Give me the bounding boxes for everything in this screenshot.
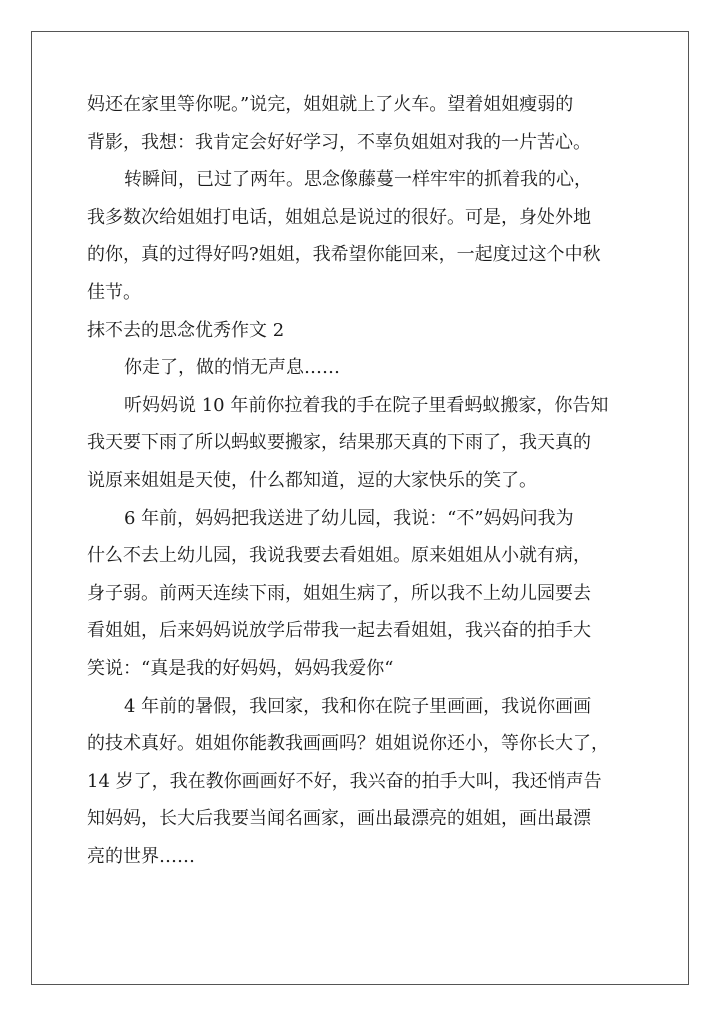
text-line-6: 佳节。	[87, 281, 141, 303]
text-line-5: 的你，真的过得好吗?姐姐，我希望你能回来，一起度过这个中秋	[87, 244, 601, 266]
text-line-21: 亮的世界……	[87, 845, 195, 867]
text-line-2: 背影，我想：我肯定会好好学习，不辜负姐姐对我的一片苦心。	[87, 131, 591, 153]
text-line-17: 4 年前的暑假，我回家，我和你在院子里画画，我说你画画	[124, 695, 592, 717]
text-line-1: 妈还在家里等你呢。”说完，姐姐就上了火车。望着姐姐瘦弱的	[87, 94, 574, 115]
section-heading: 抹不去的思念优秀作文 2	[87, 319, 285, 341]
document-body	[87, 86, 647, 875]
text-line-12: 6 年前，妈妈把我送进了幼儿园，我说：“不”妈妈问我为	[124, 507, 574, 529]
text-line-10: 我天要下雨了所以蚂蚁要搬家，结果那天真的下雨了，我天真的	[87, 432, 591, 454]
text-line-19: 14 岁了，我在教你画画好不好，我兴奋的拍手大叫，我还悄声告	[87, 770, 602, 792]
text-line-13: 什么不去上幼儿园，我说我要去看姐姐。原来姐姐从小就有病，	[87, 545, 591, 567]
text-line-20: 知妈妈，长大后我要当闻名画家，画出最漂亮的姐姐，画出最漂	[87, 808, 591, 830]
text-line-3: 转瞬间，已过了两年。思念像藤蔓一样牢牢的抓着我的心，	[124, 169, 592, 191]
text-line-9: 听妈妈说 10 年前你拉着我的手在院子里看蚂蚁搬家，你告知	[124, 394, 609, 416]
text-line-14: 身子弱。前两天连续下雨，姐姐生病了，所以我不上幼儿园要去	[87, 582, 591, 604]
text-line-4: 我多数次给姐姐打电话，姐姐总是说过的很好。可是，身处外地	[87, 206, 591, 228]
text-line-8: 你走了，做的悄无声息……	[124, 357, 340, 379]
text-line-18: 的技术真好。姐姐你能教我画画吗？姐姐说你还小，等你长大了，	[87, 733, 609, 755]
text-line-15: 看姐姐，后来妈妈说放学后带我一起去看姐姐，我兴奋的拍手大	[87, 620, 591, 642]
text-line-16: 笑说：“真是我的好妈妈，妈妈我爱你“	[87, 657, 394, 679]
text-line-11: 说原来姐姐是天使，什么都知道，逗的大家快乐的笑了。	[87, 469, 537, 491]
